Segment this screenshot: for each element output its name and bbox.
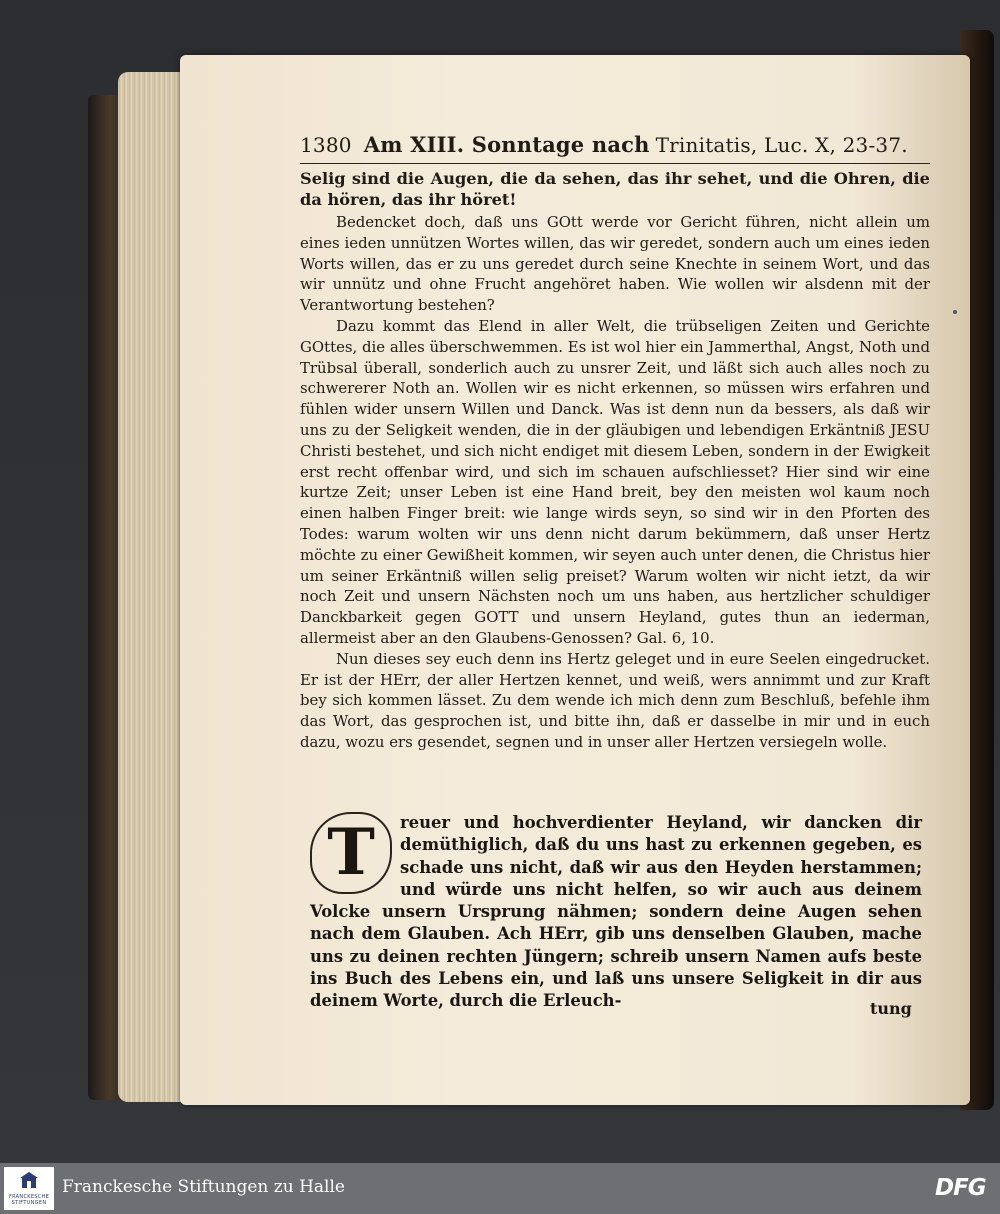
page-text: [300, 132, 930, 753]
header-title: Am XIII. Sonntage nach: [363, 132, 650, 157]
dfg-logo[interactable]: DFG: [935, 1175, 986, 1201]
lead-verse: Selig sind die Augen, die da sehen, das ihr sehet, und die Ohren, die da hören, das ihr höret!: [300, 169, 930, 209]
prayer-text: reuer und hochverdienter Heyland, wir dancken dir demüthiglich, daß du uns hast zu erkennen gegeben, es schade uns nicht, daß wir aus den Heyden herstammen; und würde uns nicht helfen, so wir auch aus deinem Volcke unsern Ursprung nähmen; sondern deine Augen sehen nach dem Glauben. Ach HErr, gib uns denselben Glauben, mache uns zu deinen rechten Jüngern; schreib unsern Namen aufs beste ins Buch des Lebens ein, und laß uns unsere Seligkeit in dir aus deinem Worte, durch die Erleuch-: [310, 813, 922, 1011]
prayer-block: [310, 812, 922, 1013]
ink-speck: [953, 310, 957, 314]
paragraph: Bedencket doch, daß uns GOtt werde vor Gericht führen, nicht allein um eines ieden unnützen Wortes willen, das wir geredet, sondern auch um eines ieden Worts willen, das er zu uns geredet durch seine Knechte in seinem Wort, und das wir unnütz und ohne Frucht angehöret haben. Wie wollen wir alsdenn mit der Verantwortung bestehen?: [300, 213, 930, 315]
page-number: 1380: [300, 133, 352, 157]
footer-bar: [0, 1163, 1000, 1214]
catchword: tung: [870, 999, 912, 1018]
institution-name[interactable]: Franckesche Stiftungen zu Halle: [62, 1177, 345, 1197]
house-icon: [20, 1172, 38, 1188]
paragraph: Nun dieses sey euch denn ins Hertz geleget und in eure Seelen eingedrucket. Er ist der HErr, der aller Hertzen kennet, und weiß, wers annimmt und zur Kraft bey sich kommen lässet. Zu dem wende ich mich denn zum Beschluß, befehle ihm das Wort, das gesprochen ist, und bitte ihn, daß er dasselbe in mir und in euch dazu, wozu ers gesendet, segnen und in unser aller Hertzen versiegeln wolle.: [300, 649, 930, 751]
logo-text: FRANCKESCHE STIFTUNGEN: [8, 1194, 50, 1206]
running-header: [300, 132, 930, 164]
paragraph: Dazu kommt das Elend in aller Welt, die trübseligen Zeiten und Gerichte GOttes, die alles überschwemmen. Es ist wol hier ein Jammerthal, Angst, Noth und Trübsal überall, sonderlich auch zu unsrer Zeit, und läßt sich auch alles noch zu schwererer Noth an. Wollen wir es nicht erkennen, so müssen wirs erfahren und fühlen wider unsern Willen und Danck. Was ist denn nun da bessers, als daß wir uns zu der Seligkeit wenden, die in der gläubigen und lebendigen Erkäntniß JESU Christi bestehet, und sich nicht endiget mit diesem Leben, sondern in der Ewigkeit erst recht offenbar wird, und sich im schauen aufschliesset? Hier sind wir eine kurtze Zeit; unser Leben ist eine Hand breit, bey den meisten wol kaum noch einen halben Finger breit: wie lange wirds seyn, so sind wir in den Pforten des Todes: warum wolten wir uns denn nicht darum bekümmern, daß unser Hertz möchte zu einer Gewißheit kommen, wir seyen auch unter denen, die Christus hier um seiner Erkäntniß willen selig preiset? Warum wolten wir nicht ietzt, da wir noch Zeit und unsern Nächsten noch um uns haben, aus hertzlicher schuldiger Danckbarkeit gegen GOTT und unsern Heyland, gutes thun an iederman, allermeist aber an den Glaubens-Genossen? Gal. 6, 10.: [300, 316, 930, 647]
header-reference: Trinitatis, Luc. X, 23-37.: [655, 133, 908, 157]
decorated-initial: T: [310, 812, 392, 894]
page-edges: [118, 72, 188, 1102]
institution-logo[interactable]: [4, 1167, 54, 1210]
